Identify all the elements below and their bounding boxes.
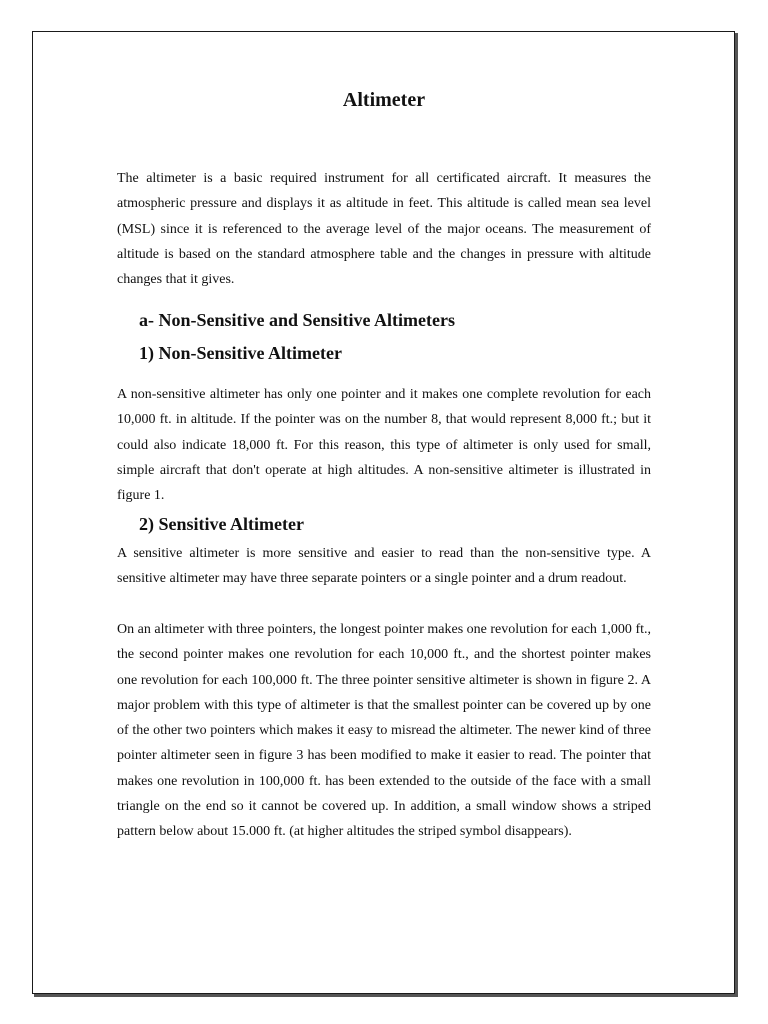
subsection-2-heading: 2) Sensitive Altimeter [139,514,304,534]
subsection-1-heading: 1) Non-Sensitive Altimeter [139,343,342,363]
intro-paragraph: The altimeter is a basic required instrument for all certificated aircraft. It measures the atmospheric pressure and displays it as altitude in feet. This altitude is called mean sea level (MSL) since it is referenced to the average level of the major oceans. The measurement of altitude is based on the standard atmosphere table and the changes in pressure with altitude changes that it gives. [117,171,651,288]
subsection-2-paragraph-1: A sensitive altimeter is more sensitive and easier to read than the non-sensitive type. A sensitive altimeter may have three separate pointers or a single pointer and a drum readout. [117,546,651,587]
page-title: Altimeter [342,89,426,111]
section-a-heading: a- Non-Sensitive and Sensitive Altimeters [139,310,455,330]
subsection-2-paragraph-2: On an altimeter with three pointers, the longest pointer makes one revolution for each 1,000 ft., the second pointer makes one revolution for each 10,000 ft., and the shortest pointer makes one revolution for each 100,000 ft. The three pointer sensitive altimeter is shown in figure 2. A major problem with this type of altimeter is that the smallest pointer can be covered up by one of the other two pointers which makes it easy to misread the altimeter. The newer kind of three pointer altimeter seen in figure 3 has been modified to make it easier to read. The pointer that makes one revolution in 100,000 ft. has been extended to the outside of the face with a small triangle on the end so it cannot be covered up. In addition, a small window shows a striped pattern below about 15.000 ft. (at higher altitudes the striped symbol disappears). [117,622,651,840]
subsection-1-paragraph: A non-sensitive altimeter has only one pointer and it makes one complete revolution for each 10,000 ft. in altitude. If the pointer was on the number 8, that would represent 8,000 ft.; but it could also indicate 18,000 ft. For this reason, this type of altimeter is only used for small, simple aircraft that don't operate at high altitudes. A non-sensitive altimeter is illustrated in figure 1. [117,387,651,504]
page-frame-shadow-right [735,33,738,996]
page-frame-shadow-bottom [34,994,738,997]
